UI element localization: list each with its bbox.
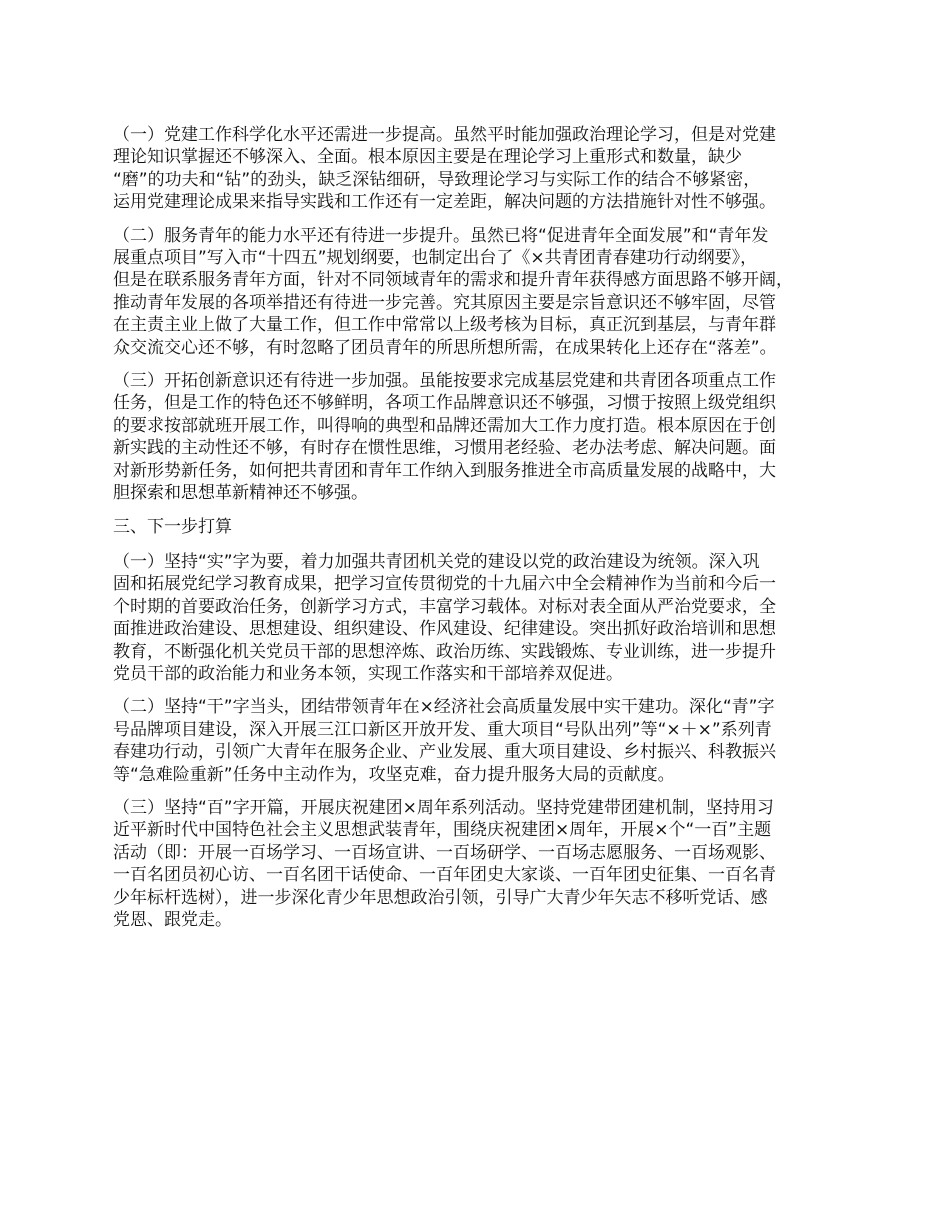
text-line: （一）坚持“实”字为要，着力加强共青团机关党的建设以党的政治建设为统领。深入巩	[113, 551, 760, 572]
plan-paragraph-2	[113, 696, 848, 786]
text-line: 理论知识掌握还不够深入、全面。根本原因主要是在理论学习上重形式和数量，缺少	[113, 147, 742, 168]
text-line: 少年标杆选树），进一步深化青少年思想政治引领，引导广大青少年矢志不移听党话、感	[113, 887, 768, 908]
paragraph-3	[113, 370, 848, 504]
text-line: 但是在联系服务青年方面，针对不同领域青年的需求和提升青年获得感方面思路不够开阔，	[113, 270, 793, 291]
text-line: 春建功行动，引领广大青年在服务企业、产业发展、重大项目建设、乡村振兴、科教振兴	[113, 742, 776, 763]
text-line: 党员干部的政治能力和业务本领，实现工作落实和干部培养双促进。	[113, 663, 623, 684]
text-line: （三）坚持“百”字开篇，开展庆祝建团×周年系列活动。坚持党建带团建机制，坚持用习	[113, 797, 774, 818]
text-line: 固和拓展党纪学习教育成果，把学习宣传贯彻党的十九届六中全会精神作为当前和今后一	[113, 574, 776, 595]
text-line: 的要求按部就班开展工作，叫得响的典型和品牌还需加大工作力度打造。根本原因在于创	[113, 415, 776, 436]
text-line: （二）坚持“干”字当头，团结带领青年在×经济社会高质量发展中实干建功。深化“青”字	[113, 697, 775, 718]
text-line: 胆探索和思想革新精神还不够强。	[113, 483, 368, 504]
text-line: （三）开拓创新意识还有待进一步加强。虽能按要求完成基层党建和共青团各项重点工作	[113, 371, 776, 392]
text-line: 对新形势新任务，如何把共青团和青年工作纳入到服务推进全市高质量发展的战略中，大	[113, 460, 776, 481]
text-line: “磨”的功夫和“钻”的劲头，缺乏深钻细研，导致理论学习与实际工作的结合不够紧密，	[113, 169, 761, 190]
text-line: 面推进政治建设、思想建设、组织建设、作风建设、纪律建设。突出抓好政治培训和思想	[113, 619, 776, 640]
paragraph-2	[113, 225, 848, 359]
plan-paragraph-3	[113, 797, 848, 931]
heading-text: 三、下一步打算	[113, 516, 232, 537]
text-line: 运用党建理论成果来指导实践和工作还有一定差距，解决问题的方法措施针对性不够强。	[113, 192, 776, 213]
text-line: 新实践的主动性还不够，有时存在惯性思维，习惯用老经验、老办法考虑、解决问题。面	[113, 438, 776, 459]
text-line: 任务，但是工作的特色还不够鲜明，各项工作品牌意识还不够强，习惯于按照上级党组织	[113, 393, 776, 414]
text-line: 在主责主业上做了大量工作，但工作中常常以上级考核为目标，真正沉到基层，与青年群	[113, 315, 776, 336]
text-line: 近平新时代中国特色社会主义思想武装青年，围绕庆祝建团×周年，开展×个“一百”主题	[113, 820, 772, 841]
plan-paragraph-1	[113, 551, 848, 685]
text-line: 推动青年发展的各项举措还有待进一步完善。究其原因主要是宗旨意识还不够牢固，尽管	[113, 292, 776, 313]
text-line: 活动（即：开展一百场学习、一百场宣讲、一百场研学、一百场志愿服务、一百场观影、	[113, 842, 776, 863]
section-heading	[113, 516, 848, 538]
text-line: （一）党建工作科学化水平还需进一步提高。虽然平时能加强政治理论学习，但是对党建	[113, 125, 776, 145]
text-line: 号品牌项目建设，深入开展三江口新区开放开发、重大项目“号队出列”等“×＋×”系列青	[113, 719, 772, 740]
text-line: （二）服务青年的能力水平还有待进一步提升。虽然已将“促进青年全面发展”和“青年发	[113, 225, 769, 246]
document-page	[113, 124, 848, 942]
text-line: 众交流交心还不够，有时忽略了团员青年的所思所想所需，在成果转化上还存在“落差”。	[113, 337, 777, 358]
text-line: 展重点项目”写入市“十四五”规划纲要，也制定出台了《×共青团青春建功行动纲要》，	[113, 248, 758, 269]
paragraph-1	[113, 124, 848, 214]
text-line: 个时期的首要政治任务，创新学习方式，丰富学习载体。对标对表全面从严治党要求，全	[113, 596, 776, 617]
text-line: 等“急难险重新”任务中主动作为，攻坚克难，奋力提升服务大局的贡献度。	[113, 764, 675, 785]
text-line: 党恩、跟党走。	[113, 910, 232, 930]
text-line: 教育，不断强化机关党员干部的思想淬炼、政治历练、实践锻炼、专业训练，进一步提升	[113, 641, 776, 662]
text-line: 一百名团员初心访、一百名团干话使命、一百年团史大家谈、一百年团史征集、一百名青	[113, 865, 776, 886]
